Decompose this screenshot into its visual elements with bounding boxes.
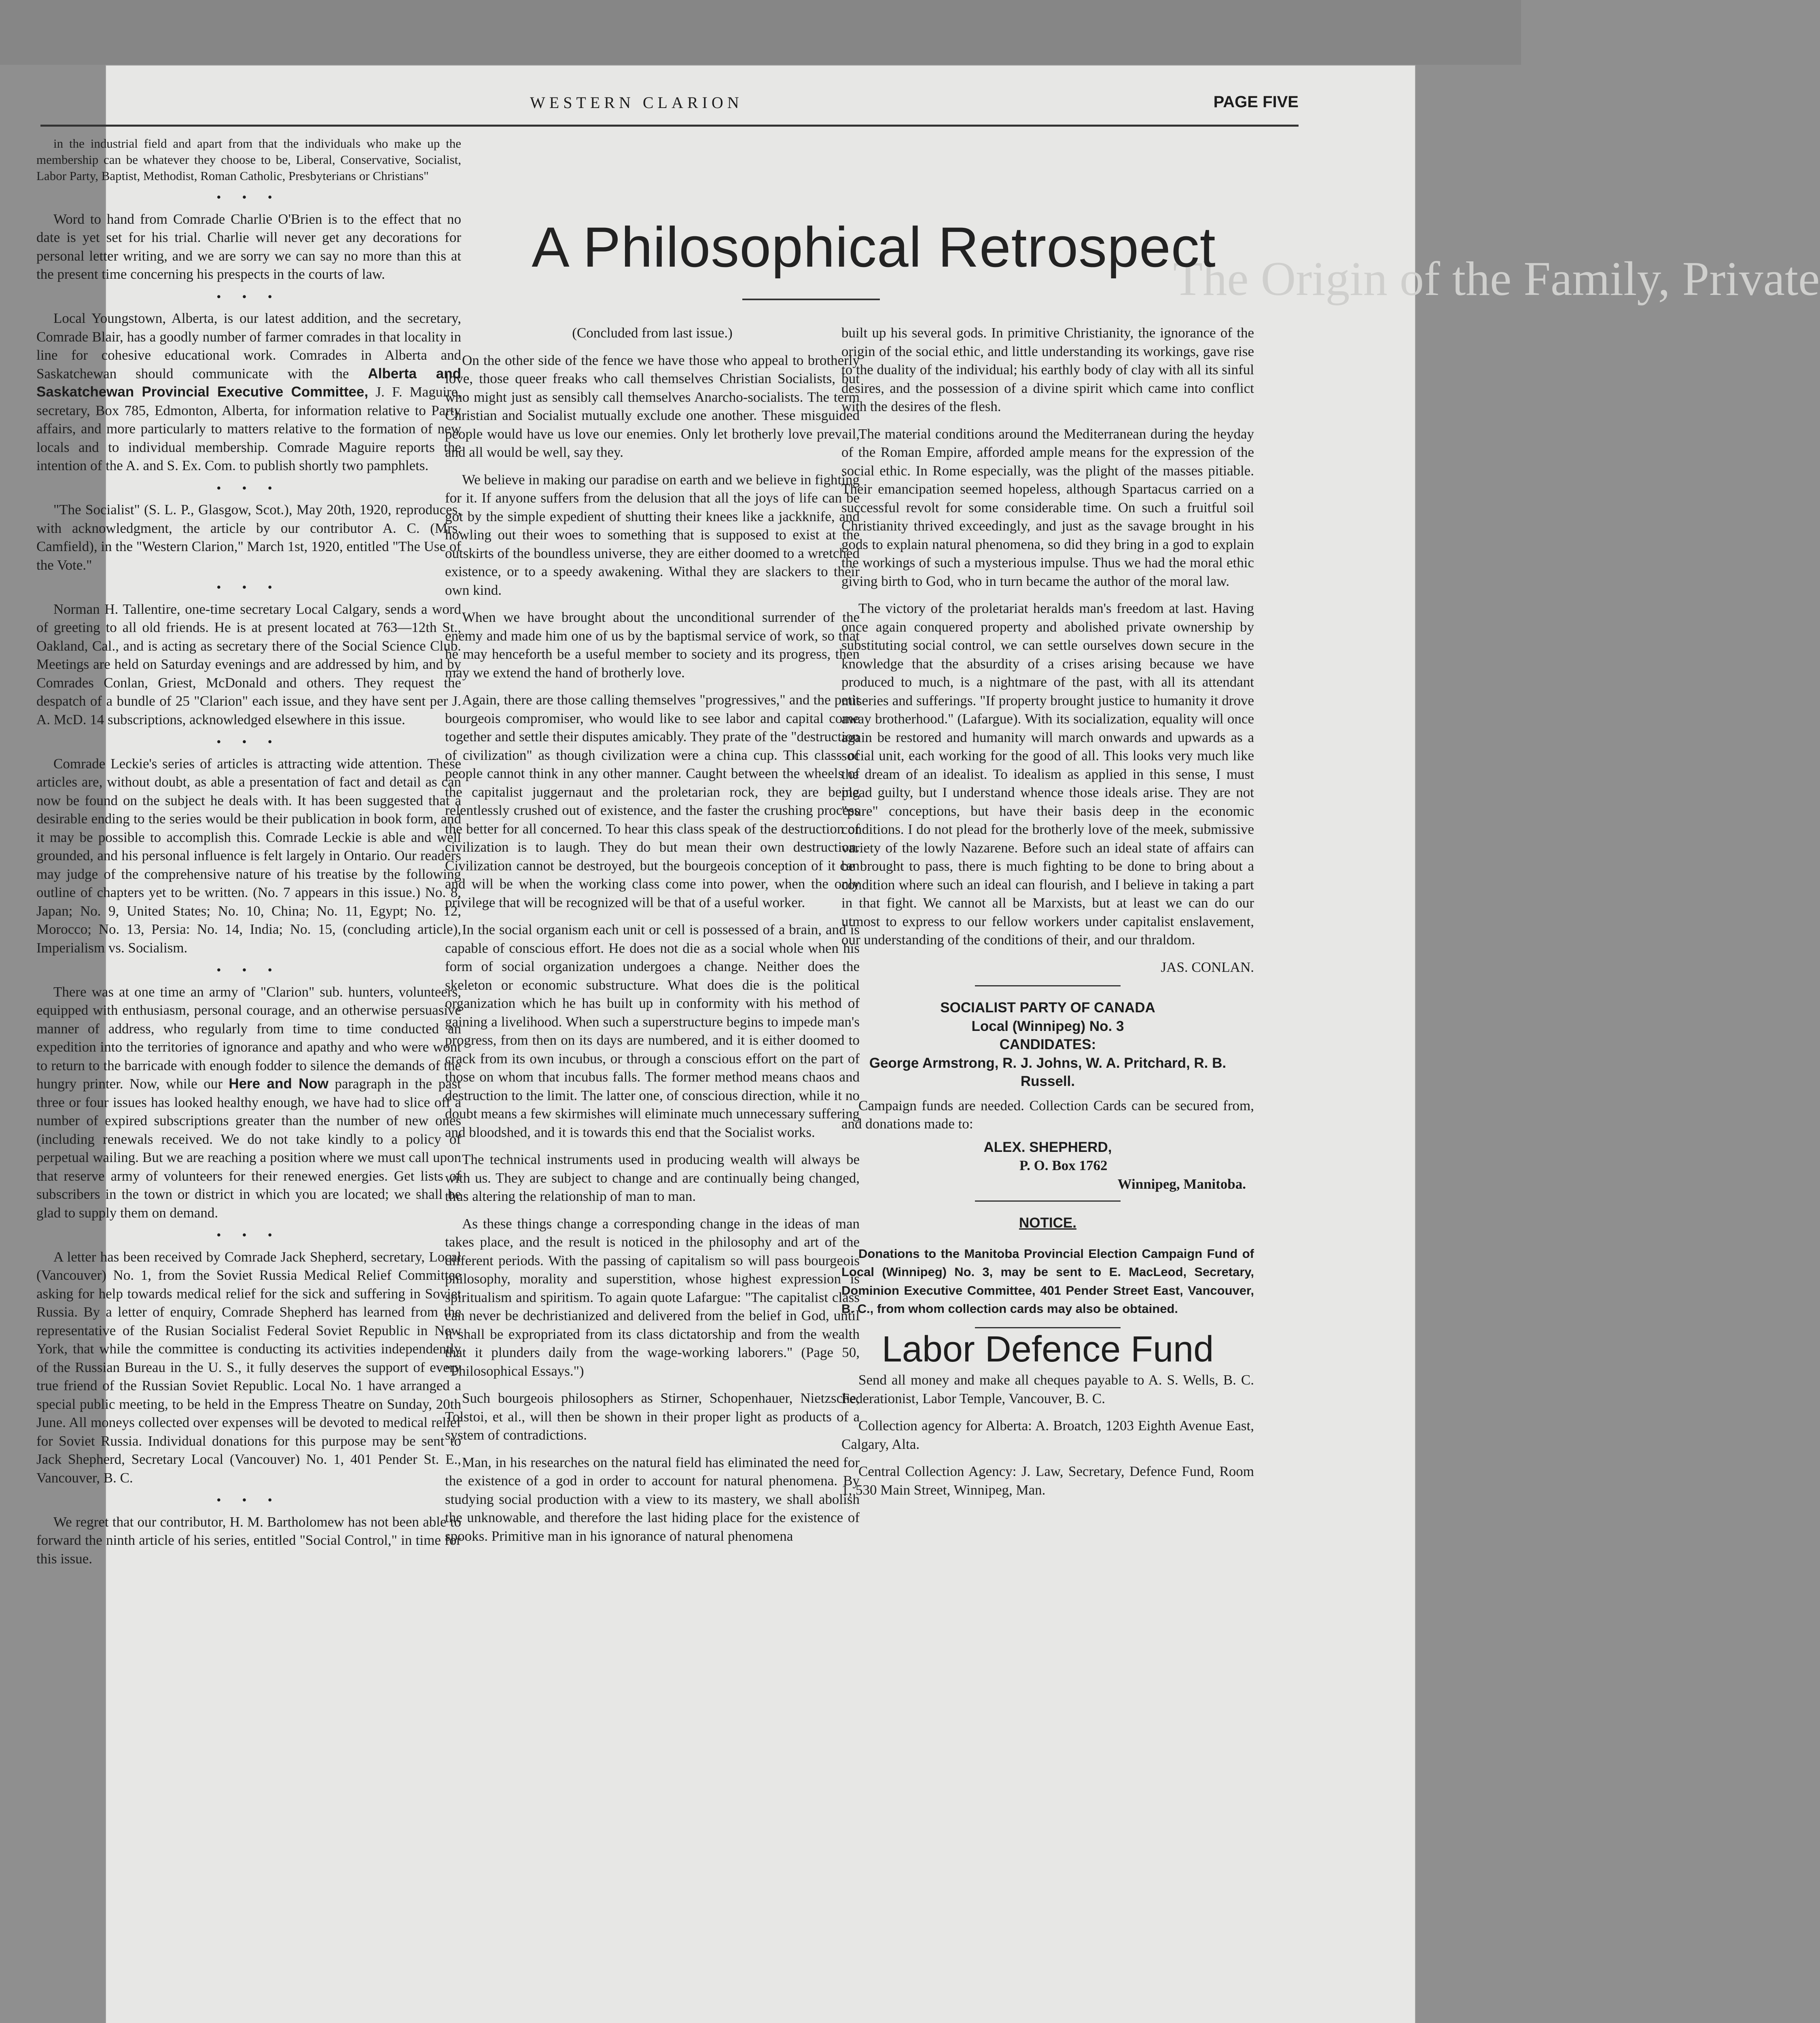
bleed-through-text: The Origin of the Family, Private [1173,252,1820,305]
article-author: JAS. CONLAN. [1161,959,1254,975]
article-paragraph: When we have brought about the unconditional surrender of the enemy and made him one of us by the baptismal service of work, so that he may henceforth be a useful member to society and its progress, then may we extend the hand of brotherly love. [445,609,860,681]
masthead: WESTERN CLARION [530,93,743,112]
article-paragraph: Again, there are those calling themselves "progressives," and the petit bourgeois compromiser, who would like to see labor and capital come together and settle their disputes amicably. They prate of the "destruction of civilization" as though civilization were a china cup. This class of people cannot think in any other manner. Caught between the wheels of the capitalist juggernaut and the proletarian rock, they are being relentlessly crushed out of existence, and the faster the crushing process the better for all concerned. To hear this class speak of the destruction of civilization is to laugh. They do but mean their own destruction. Civilization cannot be destroyed, but the bourgeois conception of it can and will be when the working class come into power, when the only privilege that will be recognized will be that of a useful worker. [445,692,860,910]
spc-funds: Campaign funds are needed. Collection Cards can be secured from, and donations made to: [841,1097,1254,1132]
ldf-paragraph: Collection agency for Alberta: A. Broatch, 1203 Eighth Avenue East, Calgary, Alta. [841,1418,1254,1452]
obrien-paragraph: Word to hand from Comrade Charlie O'Brien is to the effect that no date is yet set for his trial. Charlie will never get any decorations for personal letter writing, and we are sorry we can say no more than this at the present time concerning his prespects in the courts of law. [36,211,461,282]
soviet-relief-paragraph: A letter has been received by Comrade Jack Shepherd, secretary, Local (Vancouver) No. 1, from the Soviet Russia Medical Relief Committee asking for help towards medical relief for the sick and suffering in Soviet Russia. By a letter of enquiry, Comrade Shepherd has learned from the representative of the Rusian Socialist Federal Soviet Republic in New York, that while the committee is conducting its activities independently of the Russian Bureau in the U. S., it fully deserves the support of every true friend of the Russian Soviet Republic. Local No. 1 have arranged a special public meeting, to be held in the Empress Theatre on Sunday, 20th June. All moneys collected over expenses will be devoted to medical relief for Soviet Russia. Individual donations for this purpose may be sent to Jack Shepherd, Secretary Local (Vancouver) No. 1, 401 Pender St. E., Vancouver, B. C. [36,1249,461,1486]
separator-dots: • • • [216,1228,281,1242]
bartholomew-paragraph: We regret that our contributor, H. M. Bartholomew has not been able to forward the ninth article of his series, entitled "Social Control," in time for this issue. [36,1514,461,1567]
article-paragraph: We believe in making our paradise on earth and we believe in fighting for it. If anyone suffers from the delusion that all the joys of life can be got by the simple expedient of shutting their knees like a jackknife, and howling out their woes to something that is supposed to exist at the outskirts of the boundless universe, they are either doomed to a wretched existence, or to a speedy awakening. Withal they are slackers to their own kind. [445,471,860,598]
tallentire-paragraph: Norman H. Tallentire, one-time secretary Local Calgary, sends a word of greeting to all old friends. He is at present located at 763—12th St., Oakland, Cal., and is acting as secretary there of the Social Science Club. Meetings are held on Saturday evenings and are addressed by him, and by Comrades Conlan, Griest, McDonald and others. They request the despatch of a bundle of 25 "Clarion" each issue, and they have sent per J. A. McD. 14 subscriptions, acknowledged elsewhere in this issue. [36,601,461,727]
column-article-1 [445,324,860,1554]
separator-dots: • • • [216,963,281,977]
article-paragraph: In the social organism each unit or cell is possessed of a brain, and is capable of conscious effort. He does not die as a social whole when his form of social organization undergoes a change. Neither does the skeleton or economic substructure. What does die is the political organization which he has built up in conformity with his method of gaining a livelihood. When such a superstructure begins to impede man's progress, from then on its days are numbered, and it is either doomed to crack from its own incubus, or through a conscious effort on the part of those on whom that incubus falls. The former method means chaos and destruction to the limit. The latter one, of conscious direction, while it no doubt means a few skirmishes will eliminate much unnecessary suffering and bloodshed, and it is towards this end that the Socialist works. [445,922,860,1140]
page-header [44,93,1299,121]
section-rule [975,1200,1121,1202]
column-article-2 [841,324,1254,1508]
separator-dots: • • • [216,580,281,594]
article-paragraph: The victory of the proletariat heralds man's freedom at last. Having once again conquered property and abolished private ownership by substituting social control, we can settle ourselves down secure in the knowledge that the absurdity of a crises arising because we have produced to much, is a nightmare of the past, with all its attendant miseries and sufferings. "If property brought justice to humanity it drove away brotherhood." (Lafargue). With its socialization, equality will once again be restored and humanity will march onwards and upwards as a social unit, each working for the good of all. This looks very much like the dream of an idealist. To idealism as applied in this sense, I must plead guilty, but I understand whence those ideals arise. They are not "pure" conceptions, but have their basis deep in the economic conditions. I do not plead for the brotherly love of the meek, submissive variety of the lowly Nazarene. Before such an ideal state of affairs can be brought to pass, there is much fighting to be done to bring about a condition where such an ideal can flourish, and I believe in taking a part in that fight. We cannot all be Marxists, but at least we can do our utmost to express to our fellow workers under capitalist enslavement, our understanding of the conditions of their, and our thraldom. [841,600,1254,948]
article-paragraph: Such bourgeois philosophers as Stirner, Schopenhauer, Nietzsche, Tolstoi, et al., will then be shown in their proper light as products of a system of contradictions. [445,1390,860,1443]
column-notes [36,136,461,1577]
committee-name: Alberta and Saskatchewan Provincial Executive Committee, [36,365,461,400]
spc-contact-box: P. O. Box 1762 [1019,1158,1108,1173]
continued-note: (Concluded from last issue.) [572,325,733,341]
spc-candidates: George Armstrong, R. J. Johns, W. A. Pritchard, R. B. Russell. [869,1055,1227,1089]
article-paragraph: On the other side of the fence we have those who appeal to brotherly love, those queer freaks who call themselves Christian Socialists, but who might just as sensibly call themselves Anarcho-socialists. The term Christian and Socialist mutually exclude one another. These misguided people would have us love our enemies. Only let brotherly love prevail, and all would be well, say they. [445,352,860,460]
leckie-paragraph: Comrade Leckie's series of articles is attracting wide attention. These articles are, without doubt, as able a presentation of fact and detail as can now be found on the subject he deals with. It has been suggested that a desirable ending to the series would be their publication in book form, and it may be possible to accomplish this. Comrade Leckie is able and well grounded, and his personal influence is felt largely in Ontario. Our readers may judge of the comprehensive nature of his treatise by the following outline of chapters yet to be written. (No. 7 appears in this issue.) No. 8, Japan; No. 9, United States; No. 10, China; No. 11, Egypt; No. 12, Morocco; No. 13, Persia: No. 14, India; No. 15, (concluding article), Imperialism vs. Socialism. [36,755,461,956]
article-paragraph: As these things change a corresponding change in the ideas of man takes place, and the result is noticed in the philosophy and art of the different periods. With the passing of capitalism so will pass bourgeois philosophy, morality and superstition, whose highest expression is spiritualism and spiritism. To again quote Lafargue: "The capitalist class can never be dechristianized and delivered from the belief in God, until it shall be expropriated from its class dictatorship and from the wealth that it plunders daily from the wage-working laborers." (Page 50, "Philosophical Essays.") [445,1215,860,1379]
article-paragraph: The material conditions around the Mediterranean during the heyday of the Roman Empire, afforded ample means for the expression of the social ethic. In Rome especially, was the plight of the masses pitiable. Their emancipation seemed hopeless, although Spartacus carried on a successful revolt for some considerable time. On such a fruitful soil Christianity thrived exceedingly, and just as the savage brought in his gods to explain natural phenomena, so did they bring in a god to explain the workings of such a mysterious impulse. Thus we had the moral ethic giving birth to God, who in turn became the author of the moral law. [841,426,1254,589]
ldf-paragraph: Central Collection Agency: J. Law, Secretary, Defence Fund, Room 1, 530 Main Street, Winnipeg, Man. [841,1463,1254,1498]
notice-text: Donations to the Manitoba Provincial Election Campaign Fund of Local (Winnipeg) No. 3, may be sent to E. MacLeod, Secretary, Dominion Executive Committee, 401 Pender Street East, Vancouver, B. C., from whom collection cards may also be obtained. [841,1246,1254,1316]
article-paragraph: Man, in his researches on the natural field has eliminated the need for the existence of a god in order to account for natural phenomena. By studying social production with a view to its mastery, we shall abolish the unknowable, and therefore the last hiding place for the existence of spooks. Primitive man in his ignorance of natural phenomena [445,1454,860,1544]
spc-local: Local (Winnipeg) No. 3 [971,1018,1124,1034]
separator-dots: • • • [216,734,281,749]
separator-dots: • • • [216,289,281,304]
spc-contact-name: ALEX. SHEPHERD, [983,1139,1112,1155]
ldf-paragraph: Send all money and make all cheques payable to A. S. Wells, B. C. Federationist, Labor Temple, Vancouver, B. C. [841,1372,1254,1406]
separator-dots: • • • [216,480,281,495]
section-rule [975,985,1121,986]
article-paragraph: The technical instruments used in producing wealth will always be with us. They are subject to change and are continually being changed, thus altering the relationship of man to man. [445,1151,860,1204]
separator-dots: • • • [216,1493,281,1507]
sub-hunters-paragraph: There was at one time an army of "Clarion" sub. hunters, volunteers, equipped with enthusiasm, personal courage, and an otherwise persuasive manner of address, who regularly from time to time conducted an expedition into the territories of ignorance and apathy and who were wont to return to the barricade with enough fodder to silence the demands of the hungry printer. Now, while our Here and Now paragraph in the past three or four issues has looked healthy enough, we have had to slice off a number of expired subscriptions greater than the number of new ones (including renewals received. We do not take kindly to a policy of perpetual wailing. But we are reaching a position where we must call upon that reserve army of volunteers for their renewed energies. Get lists of subscribers in the town or district in which you are located; we shall be glad to supply them on demand. [36,984,461,1221]
labor-defence-title: Labor Defence Fund [881,1329,1214,1370]
socialist-glasgow-paragraph: "The Socialist" (S. L. P., Glasgow, Scot.), May 20th, 1920, reproduces, with acknowledgment, the article by our contributor A. C. (Mrs. Camfield), in the "Western Clarion," March 1st, 1920, entitled "The Use of the Vote." [36,502,461,573]
spc-contact-city: Winnipeg, Manitoba. [1117,1176,1246,1192]
title-rule [742,299,880,300]
youngstown-paragraph: Local Youngstown, Alberta, is our latest addition, and the secretary, Comrade Blair, has a goodly number of farmer comrades in that locality in line for cohesive educational work. Comrades in Alberta and Saskatchewan should communicate with the Alberta and Saskatchewan Provincial Executive Committee, J. F. Maguire, secretary, Box 785, Edmonton, Alberta, for information relative to Party affairs, and more particularly to matters relative to the formation of new locals and to individual membership. Comrade Maguire reports the intention of the A. and S. Ex. Com. to publish shortly two pamphlets. [36,310,461,473]
header-rule [40,125,1299,127]
here-and-now: Here and Now [229,1076,329,1092]
spc-candidates-heading: CANDIDATES: [999,1037,1096,1052]
notice-heading: NOTICE. [1019,1215,1076,1231]
separator-dots: • • • [216,190,281,204]
article-paragraph: built up his several gods. In primitive Christianity, the ignorance of the origin of the social ethic, and little understanding its workings, gave rise to the duality of the individual; his earthly body of clay with all its sinful desires, and the possession of a divine spirit which came into conflict with the desires of the flesh. [841,325,1254,414]
page-number: PAGE FIVE [1213,93,1299,111]
article-title: A Philosophical Retrospect [532,215,1216,279]
spc-heading: SOCIALIST PARTY OF CANADA [940,1000,1155,1016]
scan-border [0,0,1521,65]
intro-paragraph: in the industrial field and apart from that the individuals who make up the membership can be whatever they choose to be, Liberal, Conservative, Socialist, Labor Party, Baptist, Methodist, Roman Catholic, Presbyterians or Christians" [36,136,461,183]
section-rule [975,1327,1121,1328]
